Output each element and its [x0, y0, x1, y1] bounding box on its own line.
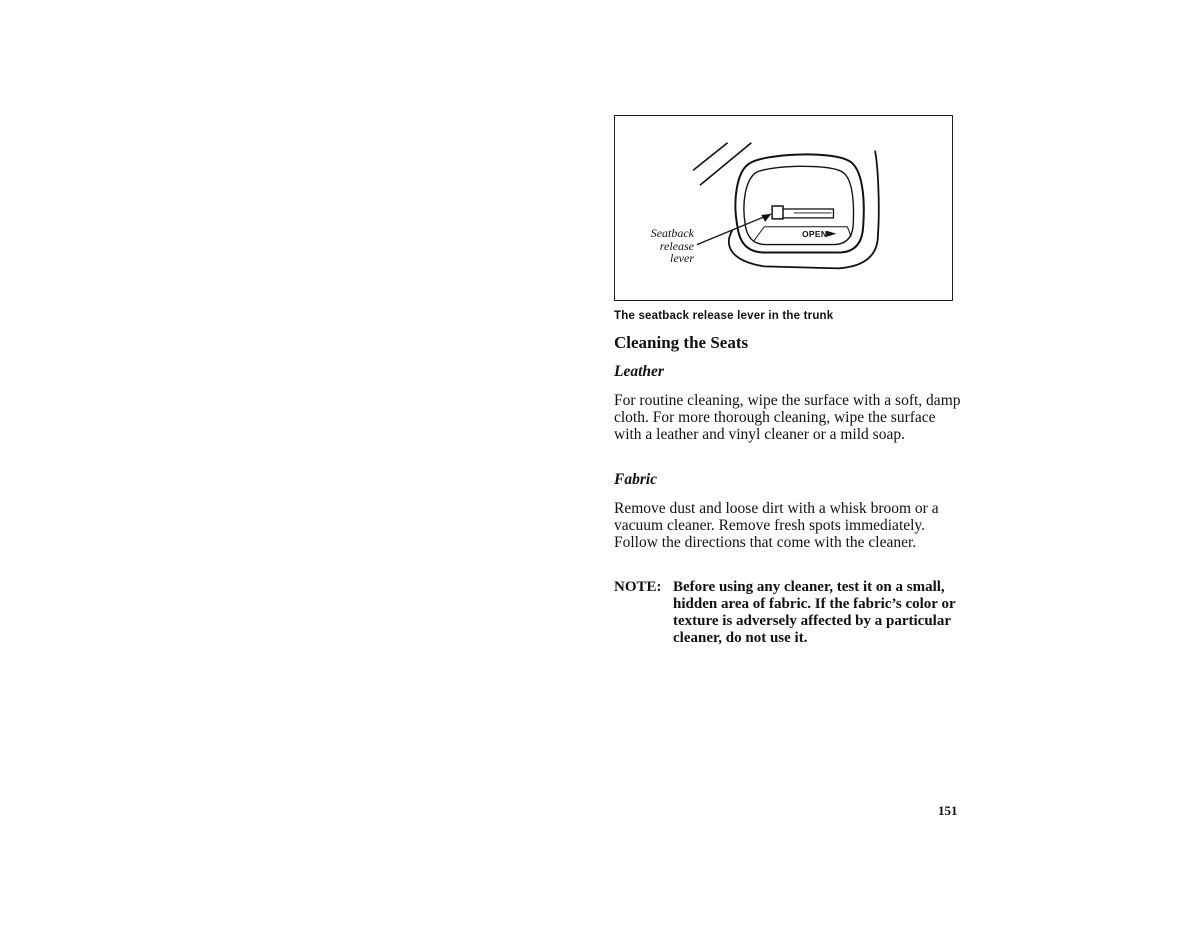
callout-line: lever [670, 251, 694, 265]
fabric-paragraph: Remove dust and loose dirt with a whisk broom or a vacuum cleaner. Remove fresh spots immediately. Follow the directions that come with the cleaner. [614, 500, 939, 551]
note-text: Before using any cleaner, test it on a small, hidden area of fabric. If the fabric’s color or texture is adversely affected by a particular cleaner, do not use it. [673, 579, 956, 646]
seatback-release-lever-callout [639, 227, 694, 265]
figure-caption: The seatback release lever in the trunk [614, 310, 834, 322]
note-block [614, 579, 964, 647]
callout-line: Seatback [650, 226, 694, 240]
leather-paragraph: For routine cleaning, wipe the surface with a soft, damp cloth. For more thorough cleaning, wipe the surface with a leather and vinyl cleaner or a mild soap. [614, 392, 961, 443]
seatback-release-illustration [614, 115, 953, 301]
callout-line: release [659, 238, 694, 253]
fabric-subheading: Fabric [614, 471, 658, 488]
seatback-lever-drawing [615, 116, 952, 300]
leather-subheading: Leather [614, 363, 664, 380]
page-number: 151 [938, 803, 958, 818]
section-heading: Cleaning the Seats [614, 333, 749, 352]
note-label: NOTE: [614, 579, 662, 595]
open-label: OPEN [802, 229, 828, 239]
